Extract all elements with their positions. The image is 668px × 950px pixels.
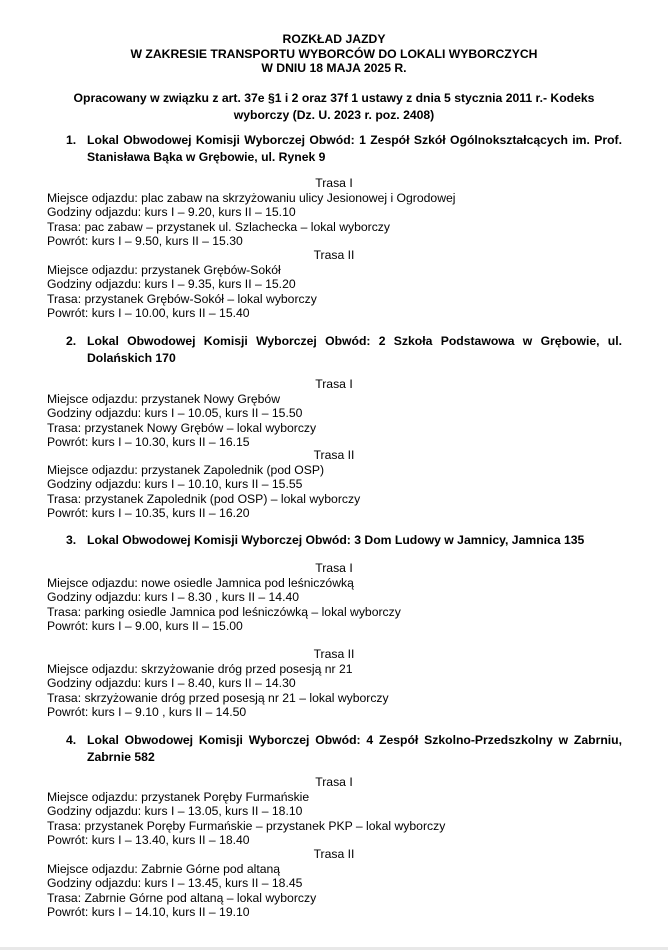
route-description: Trasa: pac zabaw – przystanek ul. Szlachecka – lokal wyborczy bbox=[47, 219, 390, 234]
route-name: Trasa I bbox=[315, 775, 353, 789]
departure-place: Miejsce odjazdu: nowe osiedle Jamnica pod leśniczówką bbox=[47, 575, 354, 590]
doc-title: ROZKŁAD JAZDY bbox=[282, 32, 386, 46]
route-description: Trasa: przystanek Nowy Grębów – lokal wyborczy bbox=[47, 420, 317, 435]
route-description: Trasa: parking osiedle Jamnica pod leśniczówką – lokal wyborczy bbox=[47, 604, 401, 619]
departure-place: Miejsce odjazdu: przystanek Poręby Furmańskie bbox=[47, 789, 310, 804]
return-hours: Powrót: kurs I – 13.40, kurs II – 18.40 bbox=[47, 833, 250, 847]
departure-place: Miejsce odjazdu: przystanek Grębów-Sokół bbox=[47, 262, 281, 277]
section-number: 2. bbox=[66, 334, 77, 348]
departure-place: Miejsce odjazdu: przystanek Zapolednik (pod OSP) bbox=[47, 462, 325, 477]
section-title: Lokal Obwodowej Komisji Wyborczej Obwód: 3 Dom Ludowy w Jamnicy, Jamnica 135 bbox=[87, 533, 585, 547]
route-name: Trasa II bbox=[313, 847, 355, 861]
return-hours: Powrót: kurs I – 9.10 , kurs II – 14.50 bbox=[47, 705, 247, 719]
departure-place: Miejsce odjazdu: skrzyżowanie dróg przed posesją nr 21 bbox=[47, 661, 353, 676]
departure-place: Miejsce odjazdu: plac zabaw na skrzyżowaniu ulicy Jesionowej i Ogrodowej bbox=[47, 190, 456, 205]
doc-intro: Opracowany w związku z art. 37e §1 i 2 oraz 37f 1 ustawy z dnia 5 stycznia 2011 r.- Kodeks wyborczy (Dz. U. 2023 r. poz. 2408) bbox=[73, 91, 595, 122]
return-hours: Powrót: kurs I – 14.10, kurs II – 19.10 bbox=[47, 905, 250, 919]
section-3-heading bbox=[66, 532, 622, 549]
section-number: 4. bbox=[66, 733, 77, 747]
route-description: Trasa: Zabrnie Górne pod altaną – lokal wyborczy bbox=[47, 890, 317, 905]
section-2-heading bbox=[66, 333, 622, 367]
route-name: Trasa II bbox=[313, 647, 355, 661]
section-number: 3. bbox=[66, 533, 77, 547]
return-hours: Powrót: kurs I – 10.35, kurs II – 16.20 bbox=[47, 506, 250, 520]
departure-place: Miejsce odjazdu: przystanek Nowy Grębów bbox=[47, 391, 281, 406]
route-name: Trasa II bbox=[313, 448, 355, 462]
section-title: Lokal Obwodowej Komisji Wyborczej Obwód: 1 Zespół Szkół Ogólnokształcących im. Prof. Stanisława Bąka w Grębowie, ul. Rynek 9 bbox=[87, 133, 622, 164]
section-title: Lokal Obwodowej Komisji Wyborczej Obwód: 4 Zespół Szkolno-Przedszkolny w Zabrniu, Zabrnie 582 bbox=[87, 733, 622, 764]
departure-hours: Godziny odjazdu: kurs I – 8.40, kurs II – 14.30 bbox=[47, 676, 296, 690]
route-description: Trasa: skrzyżowanie dróg przed posesją nr 21 – lokal wyborczy bbox=[47, 690, 389, 705]
departure-place: Miejsce odjazdu: Zabrnie Górne pod altaną bbox=[47, 861, 281, 876]
route-name: Trasa II bbox=[313, 248, 355, 262]
return-hours: Powrót: kurs I – 10.30, kurs II – 16.15 bbox=[47, 435, 250, 449]
section-4-heading bbox=[66, 732, 622, 766]
doc-subtitle: W ZAKRESIE TRANSPORTU WYBORCÓW DO LOKALI WYBORCZYCH bbox=[130, 46, 538, 61]
route-description: Trasa: przystanek Zapolednik (pod OSP) – lokal wyborczy bbox=[47, 491, 361, 506]
departure-hours: Godziny odjazdu: kurs I – 13.05, kurs II – 18.10 bbox=[47, 804, 303, 818]
route-description: Trasa: przystanek Poręby Furmańskie – przystanek PKP – lokal wyborczy bbox=[47, 818, 446, 833]
departure-hours: Godziny odjazdu: kurs I – 9.20, kurs II – 15.10 bbox=[47, 205, 296, 219]
section-title: Lokal Obwodowej Komisji Wyborczej Obwód: 2 Szkoła Podstawowa w Grębowie, ul. Dolańskich 170 bbox=[87, 334, 622, 365]
departure-hours: Godziny odjazdu: kurs I – 13.45, kurs II – 18.45 bbox=[47, 876, 303, 890]
route-description: Trasa: przystanek Grębów-Sokół – lokal wyborczy bbox=[47, 291, 317, 306]
route-name: Trasa I bbox=[315, 377, 353, 391]
route-name: Trasa I bbox=[315, 561, 353, 575]
route-name: Trasa I bbox=[315, 176, 353, 190]
return-hours: Powrót: kurs I – 9.50, kurs II – 15.30 bbox=[47, 234, 243, 248]
return-hours: Powrót: kurs I – 10.00, kurs II – 15.40 bbox=[47, 306, 250, 320]
departure-hours: Godziny odjazdu: kurs I – 10.10, kurs II – 15.55 bbox=[47, 477, 303, 491]
doc-date: W DNIU 18 MAJA 2025 R. bbox=[261, 61, 407, 75]
departure-hours: Godziny odjazdu: kurs I – 8.30 , kurs II – 14.40 bbox=[47, 590, 300, 604]
section-1-heading bbox=[66, 132, 622, 166]
departure-hours: Godziny odjazdu: kurs I – 9.35, kurs II – 15.20 bbox=[47, 277, 296, 291]
return-hours: Powrót: kurs I – 9.00, kurs II – 15.00 bbox=[47, 619, 243, 633]
section-number: 1. bbox=[66, 133, 77, 147]
departure-hours: Godziny odjazdu: kurs I – 10.05, kurs II – 15.50 bbox=[47, 406, 303, 420]
